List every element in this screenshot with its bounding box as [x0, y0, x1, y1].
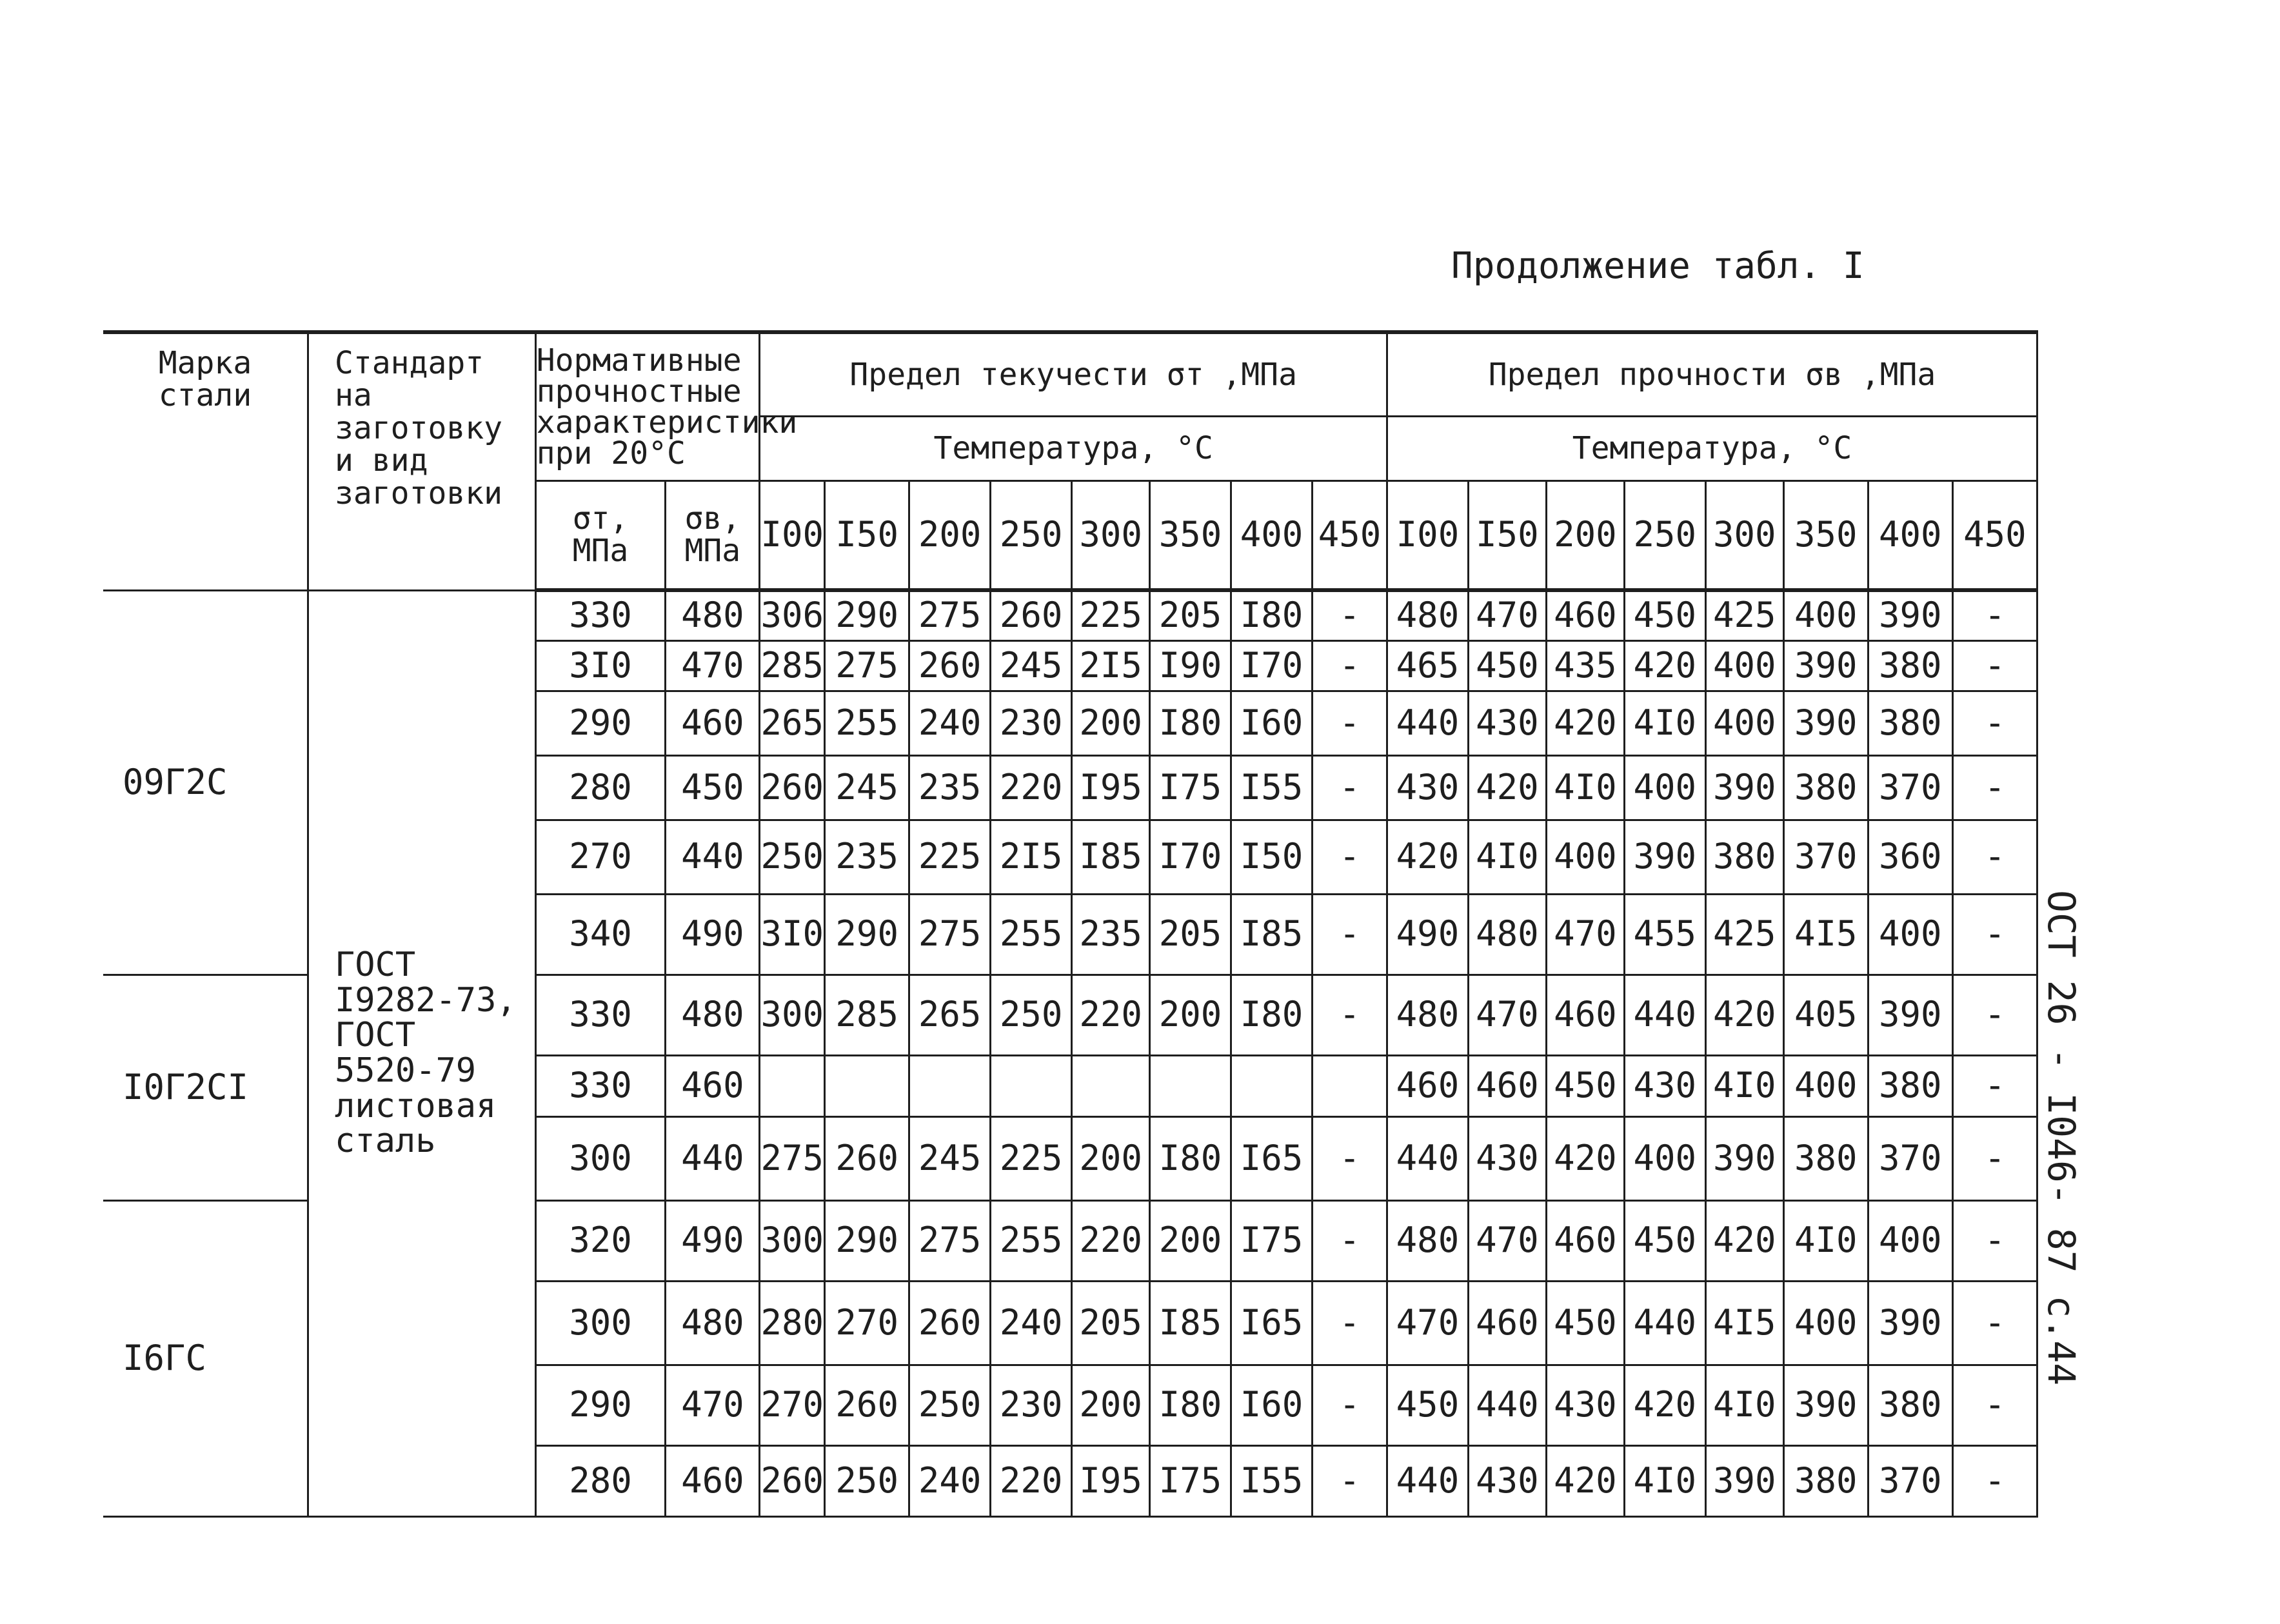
yield-value [825, 1055, 909, 1116]
yield-value: - [1313, 1445, 1387, 1516]
yield-value [1072, 1055, 1150, 1116]
yield-value: 300 [760, 1200, 825, 1281]
strength-value: 390 [1624, 820, 1705, 894]
yield-value: 250 [909, 1365, 991, 1445]
header-yield: Предел текучести σт ,МПа [760, 332, 1387, 416]
strength-value: 440 [1468, 1365, 1546, 1445]
yield-value: I55 [1231, 1445, 1313, 1516]
yield-value: 285 [760, 640, 825, 691]
yield-value: I70 [1231, 640, 1313, 691]
sigma-b-20: 470 [666, 640, 760, 691]
strength-value: 380 [1868, 1365, 1952, 1445]
yield-value: 235 [825, 820, 909, 894]
strength-value: 390 [1783, 1365, 1868, 1445]
yield-value: - [1313, 590, 1387, 640]
header-strength-temp: Температура, °С [1387, 416, 2037, 480]
yield-value: I75 [1231, 1200, 1313, 1281]
yield-value: I80 [1150, 1116, 1231, 1200]
header-strength: Предел прочности σв ,МПа [1387, 332, 2037, 416]
sigma-b-20: 460 [666, 691, 760, 755]
strength-value: 425 [1705, 590, 1783, 640]
strength-value: 400 [1868, 894, 1952, 975]
strength-value: 470 [1387, 1281, 1468, 1365]
yield-value: I55 [1231, 755, 1313, 820]
strength-value: 400 [1624, 755, 1705, 820]
sigma-b-20: 470 [666, 1365, 760, 1445]
strength-value: 420 [1546, 691, 1624, 755]
yield-value: 200 [1072, 1116, 1150, 1200]
strength-value: 455 [1624, 894, 1705, 975]
yield-value: I50 [1231, 820, 1313, 894]
yield-value: 220 [991, 1445, 1072, 1516]
strength-value: 430 [1468, 1116, 1546, 1200]
yield-temp-7: 450 [1313, 480, 1387, 590]
sigma-b-20: 460 [666, 1055, 760, 1116]
yield-value: - [1313, 640, 1387, 691]
strength-value: 425 [1705, 894, 1783, 975]
yield-value: 230 [991, 691, 1072, 755]
yield-value [991, 1055, 1072, 1116]
yield-value: I95 [1072, 1445, 1150, 1516]
yield-value: 200 [1150, 1200, 1231, 1281]
sigma-b-20: 490 [666, 894, 760, 975]
yield-value: 225 [1072, 590, 1150, 640]
yield-temp-0: I00 [760, 480, 825, 590]
yield-value: - [1313, 820, 1387, 894]
strength-value: 440 [1387, 1445, 1468, 1516]
yield-value: 260 [825, 1116, 909, 1200]
strength-value: 420 [1468, 755, 1546, 820]
sigma-t-20: 3I0 [535, 640, 666, 691]
yield-temp-6: 400 [1231, 480, 1313, 590]
strength-temp-0: I00 [1387, 480, 1468, 590]
strength-value: 450 [1546, 1055, 1624, 1116]
strength-value: 4I0 [1624, 691, 1705, 755]
strength-value: - [1952, 1116, 2037, 1200]
sigma-b-20: 480 [666, 975, 760, 1055]
strength-value: 400 [1783, 590, 1868, 640]
yield-value: I65 [1231, 1281, 1313, 1365]
strength-value: 420 [1546, 1116, 1624, 1200]
strength-value: 380 [1783, 1116, 1868, 1200]
strength-value: 420 [1624, 640, 1705, 691]
sigma-t-20: 330 [535, 975, 666, 1055]
steel-grade: I6ГС [103, 1200, 308, 1516]
strength-value: - [1952, 590, 2037, 640]
strength-value: - [1952, 975, 2037, 1055]
strength-value: - [1952, 640, 2037, 691]
strength-value: - [1952, 894, 2037, 975]
strength-value: 4I0 [1546, 755, 1624, 820]
sigma-t-20: 300 [535, 1281, 666, 1365]
yield-value: 300 [760, 975, 825, 1055]
strength-value: 440 [1387, 1116, 1468, 1200]
yield-value: 255 [825, 691, 909, 755]
yield-value: 290 [825, 894, 909, 975]
yield-value: 270 [760, 1365, 825, 1445]
strength-value: 420 [1387, 820, 1468, 894]
strength-value: 390 [1868, 1281, 1952, 1365]
yield-value: 225 [909, 820, 991, 894]
strength-value: 370 [1868, 1116, 1952, 1200]
yield-value: 265 [909, 975, 991, 1055]
yield-value: I60 [1231, 691, 1313, 755]
strength-value: 400 [1705, 640, 1783, 691]
yield-value: I80 [1150, 691, 1231, 755]
strength-value: 435 [1546, 640, 1624, 691]
yield-value: 260 [909, 640, 991, 691]
strength-temp-4: 300 [1705, 480, 1783, 590]
yield-temp-5: 350 [1150, 480, 1231, 590]
yield-value: 275 [909, 590, 991, 640]
sigma-t-20: 290 [535, 1365, 666, 1445]
header-normative: Нормативные прочностные характеристики при 20°С [535, 332, 760, 480]
strength-value: 460 [1546, 975, 1624, 1055]
sigma-t-20: 280 [535, 755, 666, 820]
yield-value: 200 [1150, 975, 1231, 1055]
strength-value: 400 [1705, 691, 1783, 755]
yield-value: 3I0 [760, 894, 825, 975]
yield-value: 275 [909, 894, 991, 975]
strength-value: - [1952, 1445, 2037, 1516]
strength-value: 430 [1546, 1365, 1624, 1445]
strength-temp-2: 200 [1546, 480, 1624, 590]
strength-value: 440 [1624, 1281, 1705, 1365]
sigma-t-20: 320 [535, 1200, 666, 1281]
strength-value: 420 [1546, 1445, 1624, 1516]
strength-value: 480 [1468, 894, 1546, 975]
yield-value: 245 [825, 755, 909, 820]
strength-value: 460 [1546, 590, 1624, 640]
strength-value: 390 [1868, 590, 1952, 640]
strength-value: 470 [1468, 590, 1546, 640]
strength-value: 4I0 [1624, 1445, 1705, 1516]
strength-value: 450 [1624, 590, 1705, 640]
yield-value [1313, 1055, 1387, 1116]
strength-value: 380 [1783, 1445, 1868, 1516]
yield-value: 290 [825, 1200, 909, 1281]
strength-value: 4I0 [1705, 1365, 1783, 1445]
strength-value: 370 [1783, 820, 1868, 894]
yield-value [1231, 1055, 1313, 1116]
strength-value: 470 [1468, 1200, 1546, 1281]
strength-value: 4I0 [1705, 1055, 1783, 1116]
strength-value: 465 [1387, 640, 1468, 691]
yield-value: I80 [1231, 590, 1313, 640]
strength-value: 430 [1624, 1055, 1705, 1116]
yield-value: 250 [825, 1445, 909, 1516]
strength-value: 440 [1387, 691, 1468, 755]
yield-value: - [1313, 1365, 1387, 1445]
strength-temp-5: 350 [1783, 480, 1868, 590]
yield-value: 275 [760, 1116, 825, 1200]
yield-value: - [1313, 755, 1387, 820]
strength-value: 450 [1387, 1365, 1468, 1445]
yield-value: I85 [1150, 1281, 1231, 1365]
strength-value: 400 [1546, 820, 1624, 894]
strength-value: 430 [1387, 755, 1468, 820]
strength-value: 380 [1783, 755, 1868, 820]
yield-value: 230 [991, 1365, 1072, 1445]
sigma-b-20: 460 [666, 1445, 760, 1516]
strength-value: 420 [1705, 1200, 1783, 1281]
yield-value: 200 [1072, 1365, 1150, 1445]
strength-value: - [1952, 691, 2037, 755]
yield-value: 265 [760, 691, 825, 755]
yield-value: 240 [991, 1281, 1072, 1365]
sigma-t-20: 300 [535, 1116, 666, 1200]
steel-properties-table [103, 330, 2038, 1518]
sigma-b-20: 440 [666, 820, 760, 894]
yield-value: I80 [1231, 975, 1313, 1055]
yield-value: 205 [1150, 590, 1231, 640]
yield-value: I65 [1231, 1116, 1313, 1200]
sigma-t-20: 330 [535, 1055, 666, 1116]
sigma-b-20: 480 [666, 1281, 760, 1365]
sigma-t-20: 340 [535, 894, 666, 975]
yield-value: 225 [991, 1116, 1072, 1200]
standard-description: ГОСТ I9282-73, ГОСТ 5520-79 листовая сталь [308, 590, 535, 1516]
strength-value: 370 [1868, 1445, 1952, 1516]
yield-value: I75 [1150, 1445, 1231, 1516]
strength-value: 4I0 [1468, 820, 1546, 894]
yield-value [909, 1055, 991, 1116]
sigma-b-20: 450 [666, 755, 760, 820]
header-standard: Стандарт на заготовку и вид заготовки [308, 332, 535, 590]
strength-value: 390 [1868, 975, 1952, 1055]
strength-temp-3: 250 [1624, 480, 1705, 590]
yield-value: - [1313, 1281, 1387, 1365]
yield-value: 260 [760, 755, 825, 820]
yield-value: 306 [760, 590, 825, 640]
strength-value: 420 [1705, 975, 1783, 1055]
yield-value: 275 [909, 1200, 991, 1281]
strength-value: 460 [1387, 1055, 1468, 1116]
strength-value: 380 [1868, 691, 1952, 755]
yield-value: 250 [760, 820, 825, 894]
yield-value: 255 [991, 1200, 1072, 1281]
yield-value: I75 [1150, 755, 1231, 820]
yield-value: 275 [825, 640, 909, 691]
yield-value: I90 [1150, 640, 1231, 691]
yield-value: 260 [825, 1365, 909, 1445]
strength-value: 440 [1624, 975, 1705, 1055]
strength-value: 370 [1868, 755, 1952, 820]
yield-value: 245 [991, 640, 1072, 691]
strength-value: 380 [1868, 640, 1952, 691]
strength-value: 490 [1387, 894, 1468, 975]
strength-value: - [1952, 1281, 2037, 1365]
yield-value: I85 [1231, 894, 1313, 975]
document-code-page: ОСТ 26 - I046- 87 с.44 [2039, 890, 2083, 1386]
yield-value: 260 [909, 1281, 991, 1365]
yield-temp-1: I50 [825, 480, 909, 590]
yield-value: 290 [825, 590, 909, 640]
sigma-t-20: 270 [535, 820, 666, 894]
sigma-t-20: 280 [535, 1445, 666, 1516]
yield-value: 245 [909, 1116, 991, 1200]
strength-value: 360 [1868, 820, 1952, 894]
yield-value: 235 [909, 755, 991, 820]
yield-value: 205 [1150, 894, 1231, 975]
yield-value: 260 [760, 1445, 825, 1516]
strength-value: 4I5 [1783, 894, 1868, 975]
strength-value: 4I0 [1783, 1200, 1868, 1281]
yield-value: 2I5 [1072, 640, 1150, 691]
strength-value: 4I5 [1705, 1281, 1783, 1365]
strength-value: 460 [1546, 1200, 1624, 1281]
yield-value: 285 [825, 975, 909, 1055]
steel-grade: 09Г2С [103, 590, 308, 975]
yield-value: - [1313, 1116, 1387, 1200]
yield-value: 235 [1072, 894, 1150, 975]
yield-value: I60 [1231, 1365, 1313, 1445]
strength-value: 480 [1387, 1200, 1468, 1281]
strength-value: 450 [1624, 1200, 1705, 1281]
yield-value: 250 [991, 975, 1072, 1055]
table-row [103, 590, 2037, 640]
sigma-b-20: 490 [666, 1200, 760, 1281]
strength-value: - [1952, 1055, 2037, 1116]
strength-value: 480 [1387, 975, 1468, 1055]
header-yield-temp: Температура, °С [760, 416, 1387, 480]
yield-value: I85 [1072, 820, 1150, 894]
strength-value: 460 [1468, 1281, 1546, 1365]
yield-value: 220 [991, 755, 1072, 820]
table-caption: Продолжение табл. I [1451, 245, 1865, 287]
strength-temp-1: I50 [1468, 480, 1546, 590]
yield-value: 240 [909, 691, 991, 755]
strength-value: 430 [1468, 1445, 1546, 1516]
strength-value: 460 [1468, 1055, 1546, 1116]
yield-value: 205 [1072, 1281, 1150, 1365]
sigma-t-20: 290 [535, 691, 666, 755]
yield-temp-4: 300 [1072, 480, 1150, 590]
strength-value: 390 [1705, 1445, 1783, 1516]
yield-value: I80 [1150, 1365, 1231, 1445]
yield-value: - [1313, 975, 1387, 1055]
yield-value: 255 [991, 894, 1072, 975]
header-grade: Марка стали [103, 332, 308, 590]
yield-temp-2: 200 [909, 480, 991, 590]
strength-value: 380 [1705, 820, 1783, 894]
yield-value: I95 [1072, 755, 1150, 820]
yield-value: - [1313, 1200, 1387, 1281]
strength-value: - [1952, 1200, 2037, 1281]
strength-value: 405 [1783, 975, 1868, 1055]
strength-value: 400 [1783, 1055, 1868, 1116]
yield-value [1150, 1055, 1231, 1116]
strength-value: 390 [1705, 1116, 1783, 1200]
strength-value: 390 [1783, 691, 1868, 755]
yield-value: 240 [909, 1445, 991, 1516]
strength-value: - [1952, 755, 2037, 820]
strength-value: 400 [1624, 1116, 1705, 1200]
strength-value: 400 [1783, 1281, 1868, 1365]
strength-value: 470 [1468, 975, 1546, 1055]
header-sigma-t: σт, МПа [535, 480, 666, 590]
strength-temp-6: 400 [1868, 480, 1952, 590]
yield-value: 220 [1072, 1200, 1150, 1281]
yield-value: - [1313, 691, 1387, 755]
strength-value: 400 [1868, 1200, 1952, 1281]
strength-value: 420 [1624, 1365, 1705, 1445]
strength-value: 430 [1468, 691, 1546, 755]
strength-value: 450 [1468, 640, 1546, 691]
yield-value: - [1313, 894, 1387, 975]
strength-value: - [1952, 820, 2037, 894]
strength-value: - [1952, 1365, 2037, 1445]
yield-value: 2I5 [991, 820, 1072, 894]
yield-value: I70 [1150, 820, 1231, 894]
strength-value: 470 [1546, 894, 1624, 975]
strength-value: 390 [1783, 640, 1868, 691]
strength-value: 450 [1546, 1281, 1624, 1365]
sigma-b-20: 480 [666, 590, 760, 640]
yield-value: 260 [991, 590, 1072, 640]
yield-value: 270 [825, 1281, 909, 1365]
strength-value: 380 [1868, 1055, 1952, 1116]
yield-value: 220 [1072, 975, 1150, 1055]
yield-value: 280 [760, 1281, 825, 1365]
yield-temp-3: 250 [991, 480, 1072, 590]
steel-grade: I0Г2СI [103, 975, 308, 1200]
strength-value: 480 [1387, 590, 1468, 640]
header-sigma-b: σв, МПа [666, 480, 760, 590]
yield-value [760, 1055, 825, 1116]
yield-value: 200 [1072, 691, 1150, 755]
strength-temp-7: 450 [1952, 480, 2037, 590]
strength-value: 390 [1705, 755, 1783, 820]
sigma-t-20: 330 [535, 590, 666, 640]
sigma-b-20: 440 [666, 1116, 760, 1200]
